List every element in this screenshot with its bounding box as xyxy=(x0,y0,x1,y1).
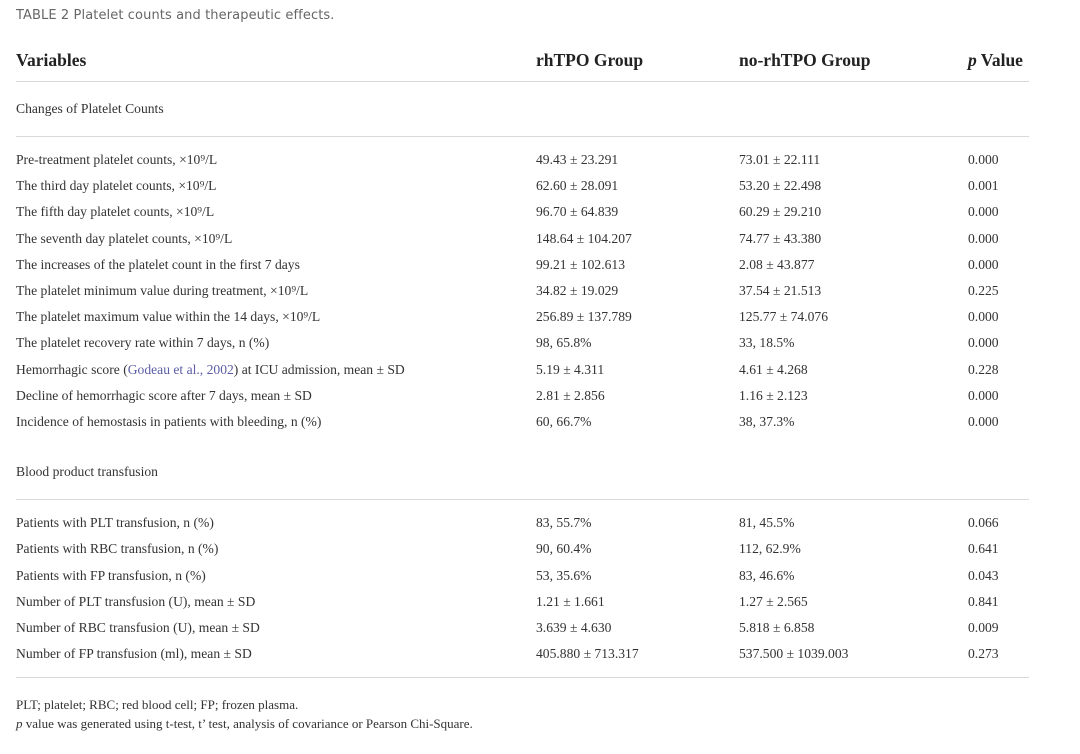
header-variables: Variables xyxy=(16,40,536,82)
cell-no-rhtpo: 5.818 ± 6.858 xyxy=(739,619,815,635)
cell-variable: The increases of the platelet count in the first 7 days xyxy=(16,256,300,272)
cell-p-value: 0.001 xyxy=(968,178,999,194)
spacer-row xyxy=(16,500,1029,511)
table-row xyxy=(16,409,1029,435)
cell-p-value: 0.000 xyxy=(968,335,999,351)
cell-no-rhtpo: 74.77 ± 43.380 xyxy=(739,230,822,246)
table-row xyxy=(16,252,1029,278)
cell-rhtpo: 2.81 ± 2.856 xyxy=(536,387,605,403)
table-row xyxy=(16,147,1029,173)
cell-no-rhtpo: 33, 18.5% xyxy=(739,335,795,351)
spacer-cell xyxy=(16,435,1029,445)
cell-p-value: 0.641 xyxy=(968,541,999,557)
cell-no-rhtpo: 73.01 ± 22.111 xyxy=(739,152,821,168)
citation-link[interactable]: Godeau et al., 2002 xyxy=(127,361,234,377)
cell-no-rhtpo: 81, 45.5% xyxy=(739,515,795,531)
header-rhtpo-group: rhTPO Group xyxy=(536,40,739,82)
cell-no-rhtpo: 1.16 ± 2.123 xyxy=(739,387,808,403)
table-row xyxy=(16,536,1029,562)
spacer-cell xyxy=(16,667,1029,678)
table-row xyxy=(16,357,1029,383)
cell-p-value: 0.225 xyxy=(968,283,999,299)
table-row xyxy=(16,510,1029,536)
table-row xyxy=(16,173,1029,199)
spacer-row xyxy=(16,667,1029,678)
cell-no-rhtpo: 53.20 ± 22.498 xyxy=(739,178,822,194)
cell-p-value: 0.000 xyxy=(968,309,999,325)
cell-rhtpo: 90, 60.4% xyxy=(536,541,592,557)
cell-variable: Number of RBC transfusion (U), mean ± SD xyxy=(16,619,260,635)
cell-variable: Number of FP transfusion (ml), mean ± SD xyxy=(16,646,252,662)
cell-variable: Incidence of hemostasis in patients with bleeding, n (%) xyxy=(16,413,322,429)
cell-rhtpo: 98, 65.8% xyxy=(536,335,592,351)
cell-p-value: 0.000 xyxy=(968,204,999,220)
spacer-row xyxy=(16,435,1029,445)
variable-text-pre: Hemorrhagic score ( xyxy=(16,361,128,377)
cell-rhtpo: 1.21 ± 1.661 xyxy=(536,593,605,609)
table-caption-label: TABLE 2 xyxy=(16,8,70,23)
cell-rhtpo: 148.64 ± 104.207 xyxy=(536,230,632,246)
footnote-p-italic: p xyxy=(16,716,23,731)
cell-variable: The platelet minimum value during treatment, ×10⁹/L xyxy=(16,283,309,299)
cell-variable xyxy=(16,357,536,383)
table-caption xyxy=(16,8,335,23)
cell-p-value: 0.043 xyxy=(968,567,999,583)
cell-rhtpo: 5.19 ± 4.311 xyxy=(536,361,605,377)
table-row xyxy=(16,383,1029,409)
spacer-cell xyxy=(16,137,1029,148)
section-title: Changes of Platelet Counts xyxy=(16,82,1029,137)
cell-variable: Patients with RBC transfusion, n (%) xyxy=(16,541,219,557)
table-row xyxy=(16,615,1029,641)
cell-variable: The seventh day platelet counts, ×10⁹/L xyxy=(16,230,233,246)
section-header-row xyxy=(16,82,1029,137)
cell-variable: Patients with FP transfusion, n (%) xyxy=(16,567,206,583)
table-row xyxy=(16,199,1029,225)
table-row xyxy=(16,330,1029,356)
cell-rhtpo: 99.21 ± 102.613 xyxy=(536,256,626,272)
header-no-rhtpo-group: no-rhTPO Group xyxy=(739,40,968,82)
cell-rhtpo: 34.82 ± 19.029 xyxy=(536,283,619,299)
cell-p-value: 0.009 xyxy=(968,619,999,635)
header-p-italic: p xyxy=(968,50,977,70)
cell-no-rhtpo: 537.500 ± 1039.003 xyxy=(739,646,849,662)
cell-variable: The fifth day platelet counts, ×10⁹/L xyxy=(16,204,215,220)
cell-p-value: 0.841 xyxy=(968,593,999,609)
footnote-abbreviations: PLT; platelet; RBC; red blood cell; FP; frozen plasma. xyxy=(16,697,299,712)
cell-rhtpo: 83, 55.7% xyxy=(536,515,592,531)
cell-variable: Number of PLT transfusion (U), mean ± SD xyxy=(16,593,256,609)
platelet-table xyxy=(16,40,1029,678)
table-row xyxy=(16,278,1029,304)
table-row xyxy=(16,562,1029,588)
table-caption-title: Platelet counts and therapeutic effects. xyxy=(73,8,335,23)
table-row xyxy=(16,226,1029,252)
cell-no-rhtpo: 125.77 ± 74.076 xyxy=(739,309,829,325)
table-row xyxy=(16,589,1029,615)
variable-text-post: ) at ICU admission, mean ± SD xyxy=(233,361,405,377)
table-footnotes xyxy=(16,695,473,733)
cell-no-rhtpo: 38, 37.3% xyxy=(739,413,795,429)
cell-rhtpo: 96.70 ± 64.839 xyxy=(536,204,619,220)
cell-p-value: 0.000 xyxy=(968,230,999,246)
cell-no-rhtpo: 60.29 ± 29.210 xyxy=(739,204,822,220)
cell-p-value: 0.228 xyxy=(968,361,999,377)
cell-variable: Patients with PLT transfusion, n (%) xyxy=(16,515,214,531)
footnote-p-value xyxy=(16,714,473,733)
cell-no-rhtpo: 4.61 ± 4.268 xyxy=(739,361,808,377)
table-row xyxy=(16,641,1029,667)
spacer-cell xyxy=(16,500,1029,511)
cell-rhtpo: 60, 66.7% xyxy=(536,413,592,429)
footnote-p-rest: value was generated using t-test, t’ test, analysis of covariance or Pearson Chi-Square. xyxy=(22,716,473,731)
table-body xyxy=(16,82,1029,678)
cell-variable: Decline of hemorrhagic score after 7 days, mean ± SD xyxy=(16,387,312,403)
cell-variable: The platelet recovery rate within 7 days, n (%) xyxy=(16,335,270,351)
cell-rhtpo: 53, 35.6% xyxy=(536,567,592,583)
cell-no-rhtpo: 37.54 ± 21.513 xyxy=(739,283,822,299)
cell-variable: The third day platelet counts, ×10⁹/L xyxy=(16,178,217,194)
cell-p-value: 0.273 xyxy=(968,646,999,662)
cell-rhtpo: 405.880 ± 713.317 xyxy=(536,646,639,662)
cell-no-rhtpo: 2.08 ± 43.877 xyxy=(739,256,815,272)
cell-rhtpo: 49.43 ± 23.291 xyxy=(536,152,619,168)
cell-p-value: 0.000 xyxy=(968,256,999,272)
cell-rhtpo: 3.639 ± 4.630 xyxy=(536,619,612,635)
data-table-container xyxy=(16,40,1029,678)
cell-no-rhtpo: 83, 46.6% xyxy=(739,567,795,583)
cell-no-rhtpo: 1.27 ± 2.565 xyxy=(739,593,808,609)
table-row xyxy=(16,304,1029,330)
cell-p-value: 0.066 xyxy=(968,515,999,531)
cell-p-value: 0.000 xyxy=(968,387,999,403)
section-header-row xyxy=(16,445,1029,500)
cell-no-rhtpo: 112, 62.9% xyxy=(739,541,801,557)
cell-p-value: 0.000 xyxy=(968,152,999,168)
cell-variable: The platelet maximum value within the 14 days, ×10⁹/L xyxy=(16,309,321,325)
cell-variable: Pre-treatment platelet counts, ×10⁹/L xyxy=(16,152,218,168)
cell-p-value: 0.000 xyxy=(968,413,999,429)
header-row xyxy=(16,40,1029,82)
header-p-value xyxy=(968,40,1029,82)
header-p-rest: Value xyxy=(976,50,1023,70)
cell-rhtpo: 256.89 ± 137.789 xyxy=(536,309,632,325)
cell-rhtpo: 62.60 ± 28.091 xyxy=(536,178,619,194)
section-title: Blood product transfusion xyxy=(16,445,1029,500)
spacer-row xyxy=(16,137,1029,148)
